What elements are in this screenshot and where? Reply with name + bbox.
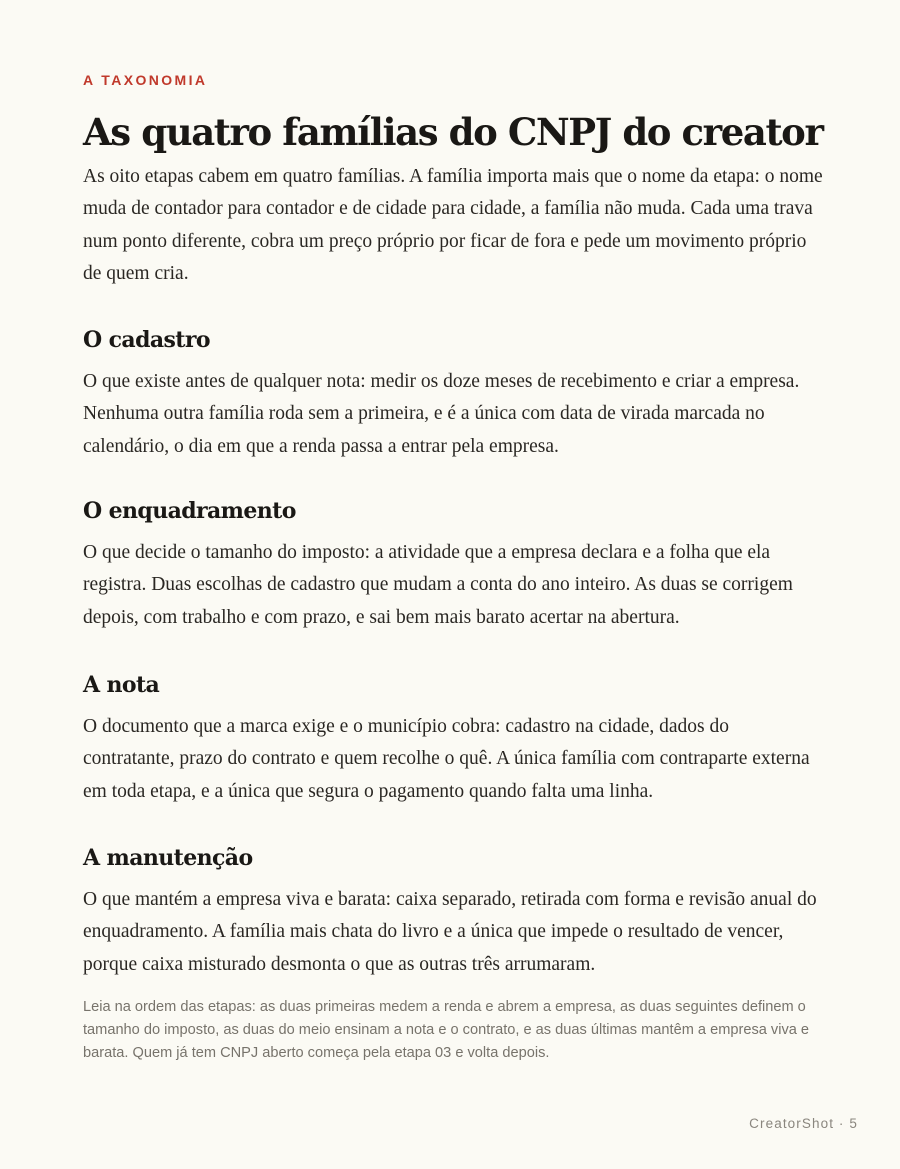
section-heading: A nota — [83, 672, 160, 698]
page-footer — [749, 1116, 858, 1131]
section-heading: A manutenção — [83, 845, 253, 871]
footer-separator: · — [838, 1116, 845, 1131]
section-body: O documento que a marca exige e o município cobra: cadastro na cidade, dados do contratante, prazo do contrato e quem recolhe o quê. A única família com contraparte externa em toda etapa, e a única que segura o pagamento quando falta uma linha. — [83, 716, 810, 802]
family-section-cadastro — [83, 325, 823, 463]
page-title: As quatro famílias do CNPJ do creator — [83, 110, 823, 154]
section-eyebrow: A TAXONOMIA — [83, 72, 208, 88]
page-number: 5 — [849, 1116, 858, 1131]
family-section-manutencao — [83, 843, 823, 981]
intro-paragraph: As oito etapas cabem em quatro famílias. A família importa mais que o nome da etapa: o nome muda de contador para contador e de cidade para cidade, a família não muda. Cada uma trava num ponto diferente, cobra um preço próprio por ficar de fora e pede um movimento próprio de quem cria. — [83, 166, 823, 285]
reading-order-note: Leia na ordem das etapas: as duas primeiras medem a renda e abrem a empresa, as duas seguintes definem o tamanho do imposto, as duas do meio ensinam a nota e o contrato, e as duas últimas mantêm a empresa viva e barata. Quem já tem CNPJ aberto começa pela etapa 03 e volta depois. — [83, 999, 810, 1061]
family-section-nota — [83, 670, 823, 808]
section-body: O que decide o tamanho do imposto: a atividade que a empresa declara e a folha que ela registra. Duas escolhas de cadastro que mudam a conta do ano inteiro. As duas se corrigem depois, com trabalho e com prazo, e sai bem mais barato acertar na abertura. — [83, 542, 793, 628]
section-heading: O cadastro — [83, 327, 210, 353]
section-heading: O enquadramento — [83, 498, 296, 524]
section-body: O que mantém a empresa viva e barata: caixa separado, retirada com forma e revisão anual do enquadramento. A família mais chata do livro e a única que impede o resultado de vencer, porque caixa misturado desmonta o que as outras três arrumaram. — [83, 889, 817, 975]
family-section-enquadramento — [83, 496, 823, 634]
section-body: O que existe antes de qualquer nota: medir os doze meses de recebimento e criar a empresa. Nenhuma outra família roda sem a primeira, e é a única com data de virada marcada no calendário, o dia em que a renda passa a entrar pela empresa. — [83, 371, 800, 457]
footer-brand: CreatorShot — [749, 1116, 835, 1131]
